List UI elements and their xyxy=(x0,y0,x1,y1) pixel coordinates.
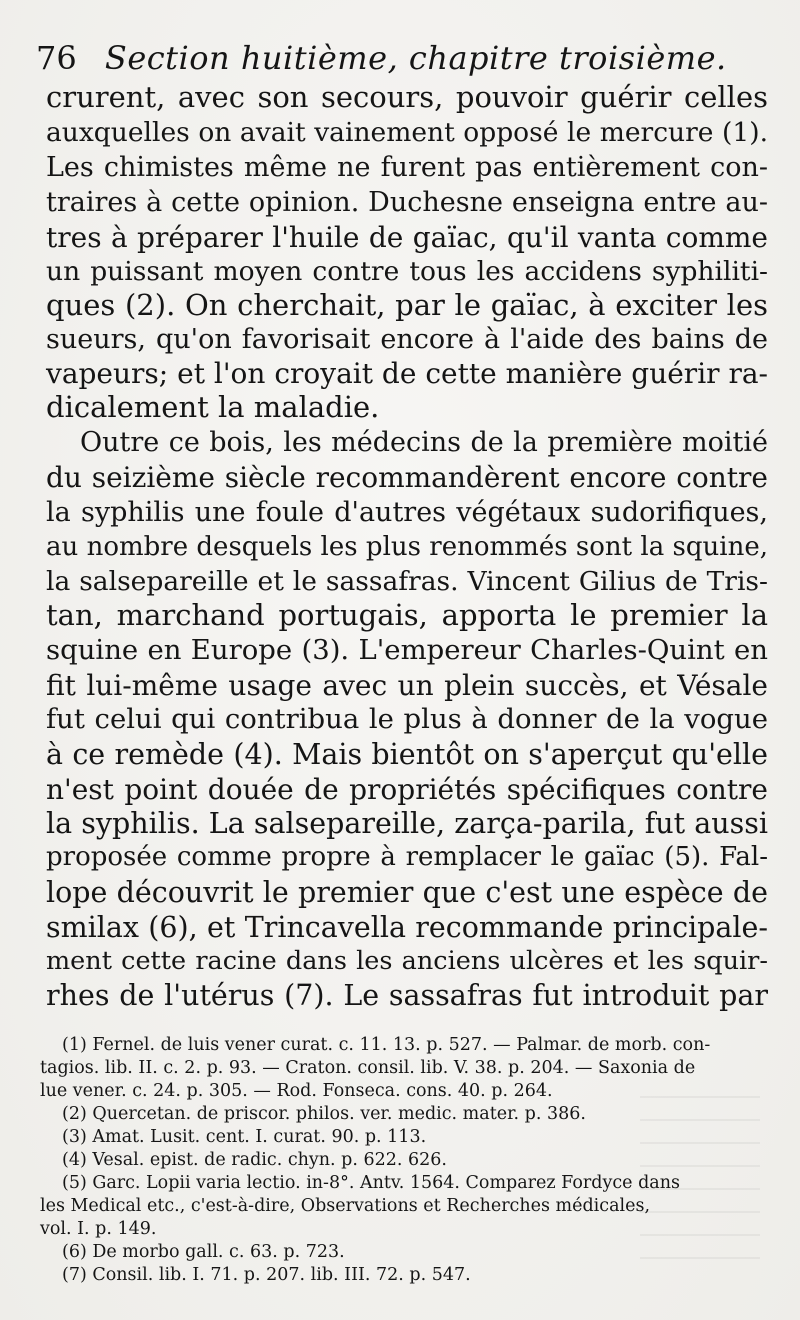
body-line: sueurs, qu'on favorisait encore à l'aide des bains de xyxy=(46,324,768,355)
body-line: la syphilis une foule d'autres végétaux sudorifiques, xyxy=(46,497,768,528)
body-line: smilax (6), et Trincavella recommande principale- xyxy=(46,911,768,944)
footnote-line: les Medical etc., c'est-à-dire, Observations et Recherches médicales, xyxy=(40,1196,651,1216)
footnote-line: (5) Garc. Lopii varia lectio. in-8°. Antv. 1564. Comparez Fordyce dans xyxy=(62,1173,680,1193)
body-line: la salsepareille et le sassafras. Vincent Gilius de Tris- xyxy=(46,566,768,597)
body-line: proposée comme propre à remplacer le gaïac (5). Fal- xyxy=(46,842,768,872)
body-line: n'est point douée de propriétés spécifiques contre xyxy=(46,773,768,806)
body-line: ment cette racine dans les anciens ulcères et les squir- xyxy=(46,946,768,976)
running-title: Section huitième, chapitre troisième. xyxy=(104,39,727,77)
body-line: rhes de l'utérus (7). Le sassafras fut introduit par xyxy=(46,979,768,1012)
body-line: tan, marchand portugais, apporta le premier la xyxy=(46,598,768,632)
body-line: fit lui-même usage avec un plein succès, et Vésale xyxy=(46,669,768,702)
body-line: Outre ce bois, les médecins de la première moitié xyxy=(80,427,768,458)
body-line: vapeurs; et l'on croyait de cette manière guérir ra- xyxy=(46,357,768,390)
footnote-line: vol. I. p. 149. xyxy=(40,1219,157,1239)
body-line: au nombre desquels les plus renommés sont la squine, xyxy=(46,532,768,562)
body-line: squine en Europe (3). L'empereur Charles-Quint en xyxy=(46,634,768,666)
footnote-line: (2) Quercetan. de priscor. philos. ver. medic. mater. p. 386. xyxy=(62,1104,586,1124)
footnote-line: (4) Vesal. epist. de radic. chyn. p. 622. 626. xyxy=(62,1150,447,1170)
footnote-line: lue vener. c. 24. p. 305. — Rod. Fonseca. cons. 40. p. 264. xyxy=(40,1081,553,1101)
body-line: tres à préparer l'huile de gaïac, qu'il vanta comme xyxy=(46,221,768,254)
footnote-line: (7) Consil. lib. I. 71. p. 207. lib. III. 72. p. 547. xyxy=(62,1265,471,1285)
body-line: la syphilis. La salsepareille, zarça-parila, fut aussi xyxy=(46,807,768,840)
footnote-line: tagios. lib. II. c. 2. p. 93. — Craton. consil. lib. V. 38. p. 204. — Saxonia de xyxy=(40,1058,696,1078)
page-number: 76 xyxy=(36,39,77,77)
body-line: un puissant moyen contre tous les accidens syphiliti- xyxy=(46,256,768,287)
body-line: traires à cette opinion. Duchesne enseigna entre au- xyxy=(46,187,768,218)
body-line: lope découvrit le premier que c'est une espèce de xyxy=(46,876,768,909)
footnote-line: (6) De morbo gall. c. 63. p. 723. xyxy=(62,1242,345,1262)
body-line: à ce remède (4). Mais bientôt on s'aperçut qu'elle xyxy=(46,738,768,771)
body-line: dicalement la maladie. xyxy=(46,390,380,424)
body-line: crurent, avec son secours, pouvoir guérir celles xyxy=(46,80,768,114)
footnote-line: (3) Amat. Lusit. cent. I. curat. 90. p. 113. xyxy=(62,1127,427,1147)
footnote-line: (1) Fernel. de luis vener curat. c. 11. 13. p. 527. — Palmar. de morb. con- xyxy=(62,1035,711,1055)
body-line: ques (2). On cherchait, par le gaïac, à exciter les xyxy=(46,288,768,322)
body-line: fut celui qui contribua le plus à donner de la vogue xyxy=(46,703,768,735)
page-header xyxy=(36,38,727,78)
body-line: Les chimistes même ne furent pas entièrement con- xyxy=(46,152,768,183)
body-line: auxquelles on avait vainement opposé le mercure (1). xyxy=(46,117,768,148)
body-line: du seizième siècle recommandèrent encore contre xyxy=(46,461,768,494)
